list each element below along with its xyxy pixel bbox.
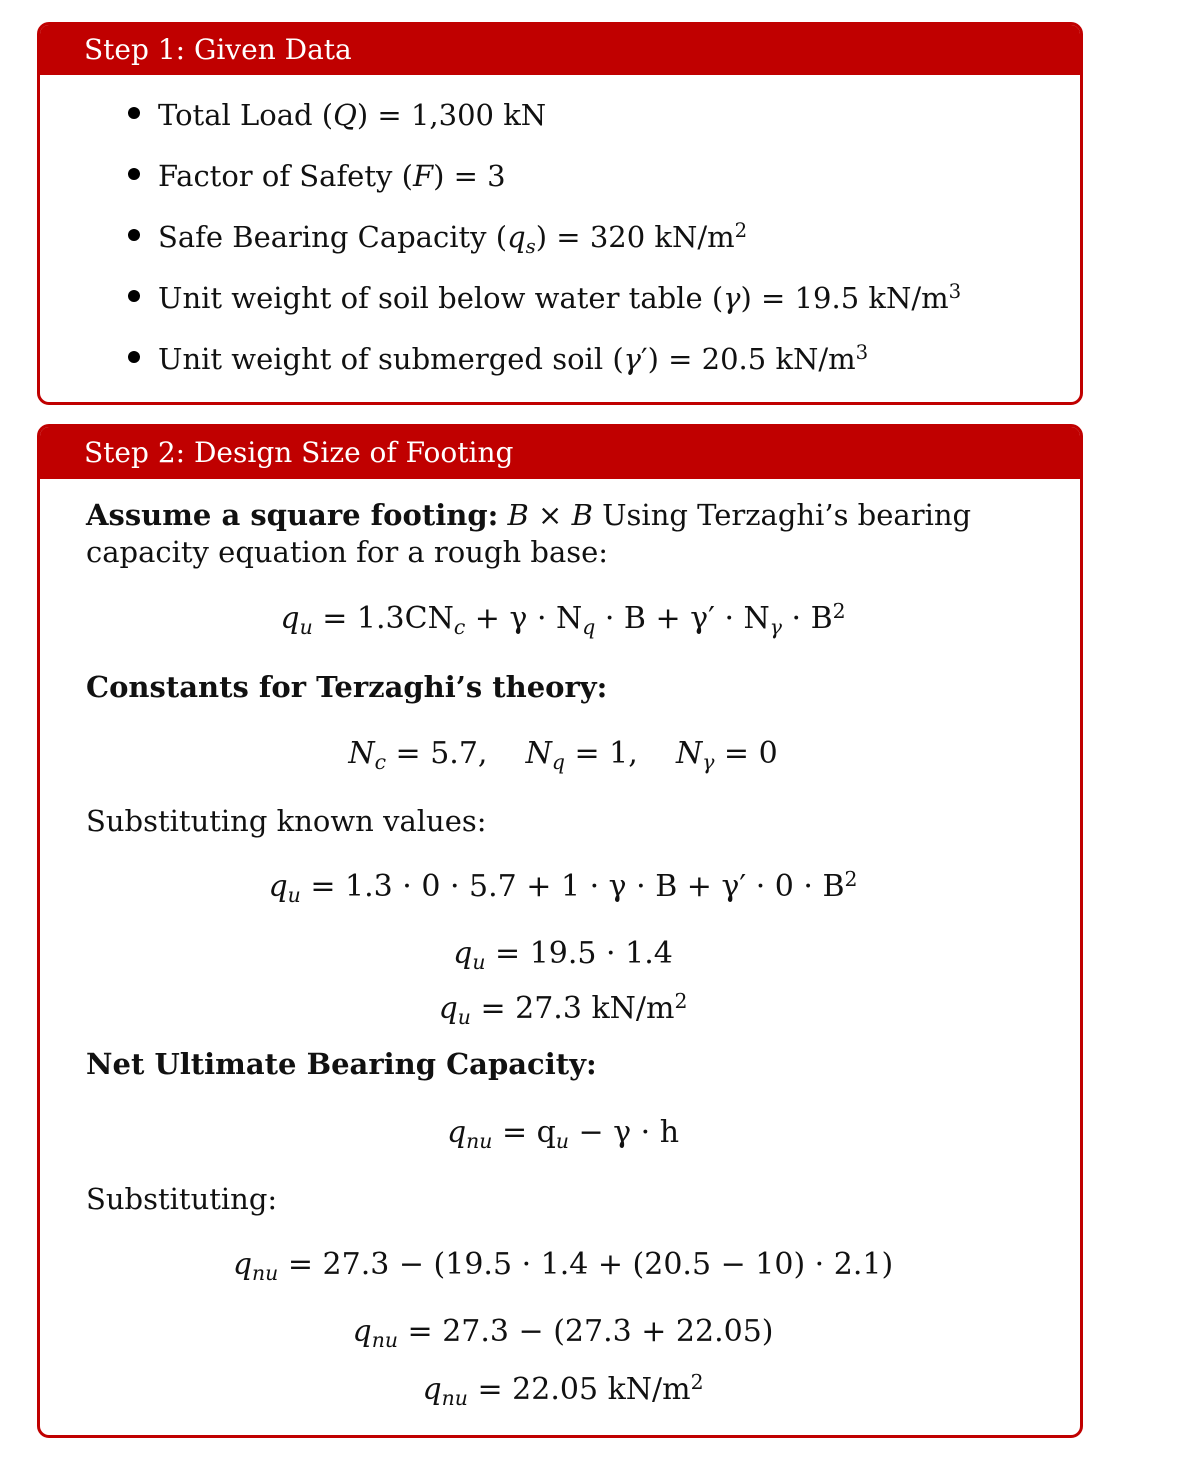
item-value: 20.5 kN/m xyxy=(701,342,856,376)
constants-heading: Constants for Terzaghi’s theory: xyxy=(86,670,608,704)
eq-subscript: u xyxy=(555,1129,569,1154)
given-item-safe-bearing-capacity: Safe Bearing Capacity ( q s ) = 320 kN/m 2 xyxy=(128,220,747,254)
net-capacity-equation xyxy=(40,1115,1083,1154)
net-simplified-equation xyxy=(40,1314,1083,1353)
step2-title: Step 2: Design Size of Footing xyxy=(84,436,514,469)
item-value: 3 xyxy=(487,159,506,193)
assume-expression: B × B xyxy=(507,498,593,532)
eq-subscript: q xyxy=(582,615,596,640)
bullet-icon xyxy=(128,168,140,180)
eq-superscript: 2 xyxy=(674,988,688,1013)
assume-text: Using Terzaghi’s bearing capacity equation for a rough base: xyxy=(86,498,972,569)
net-result-equation xyxy=(40,1369,1083,1411)
nc-value: = 5.7, xyxy=(386,736,488,771)
substituted-equation xyxy=(40,866,1083,908)
eq-lhs: q xyxy=(422,1372,442,1407)
nc-subscript: c xyxy=(374,750,386,775)
step2-box xyxy=(37,424,1083,1438)
eq-lhs-subscript: u xyxy=(299,615,313,640)
nc-symbol: N xyxy=(348,736,375,771)
eq-lhs: q xyxy=(280,601,300,636)
bullet-icon xyxy=(128,290,140,302)
item-symbol-subscript: s xyxy=(525,234,536,258)
item-unit-exponent: 3 xyxy=(855,341,869,365)
eq-term: · B + γ′ · N xyxy=(595,601,770,636)
item-unit-exponent: 3 xyxy=(948,280,962,304)
assume-heading: Assume a square footing: xyxy=(86,498,499,532)
eq-term: − γ · h xyxy=(568,1115,680,1150)
eq-subscript: γ xyxy=(769,615,782,640)
eq-lhs: q xyxy=(446,1115,467,1150)
item-value: 320 kN/m xyxy=(589,220,735,254)
item-symbol-prime: ′ xyxy=(641,342,648,376)
eq-lhs: q xyxy=(268,869,288,904)
item-symbol: Q xyxy=(333,98,357,132)
ngamma-value: = 0 xyxy=(714,736,778,771)
eq-superscript: 2 xyxy=(832,598,846,623)
eq-lhs-subscript: nu xyxy=(252,1261,279,1286)
substituting-text: Substituting: xyxy=(86,1182,278,1216)
step1-box xyxy=(37,22,1083,405)
bullet-icon xyxy=(128,351,140,363)
item-label: Total Load xyxy=(158,98,313,132)
item-value: 19.5 kN/m xyxy=(794,281,949,315)
item-label: Unit weight of soil below water table xyxy=(158,281,703,315)
given-item-total-load: Total Load ( Q ) = 1,300 kN xyxy=(128,98,546,132)
ngamma-symbol: N xyxy=(675,736,703,771)
nq-subscript: q xyxy=(551,750,565,775)
qu-result-equation xyxy=(40,988,1083,1030)
item-label: Factor of Safety xyxy=(158,159,393,193)
eq-superscript: 2 xyxy=(844,866,858,891)
item-unit-exponent: 2 xyxy=(734,219,748,243)
given-item-factor-of-safety: Factor of Safety ( F ) = 3 xyxy=(128,159,506,193)
eq-rhs: = 27.3 − (27.3 + 22.05) xyxy=(397,1314,774,1349)
eq-superscript: 2 xyxy=(690,1369,704,1394)
step2-header xyxy=(40,427,1080,479)
nq-symbol: N xyxy=(525,736,552,771)
eq-lhs: q xyxy=(352,1314,372,1349)
item-symbol: q xyxy=(507,220,526,254)
eq-rhs: = 22.05 kN/m xyxy=(467,1372,691,1407)
eq-rhs: = 27.3 − (19.5 · 1.4 + (20.5 − 10) · 2.1) xyxy=(278,1247,894,1282)
eq-subscript: c xyxy=(453,615,466,640)
net-capacity-heading: Net Ultimate Bearing Capacity: xyxy=(86,1047,597,1081)
step1-title: Step 1: Given Data xyxy=(84,33,352,66)
item-label: Safe Bearing Capacity xyxy=(158,220,487,254)
eq-lhs: q xyxy=(438,991,458,1026)
eq-lhs: q xyxy=(232,1247,253,1282)
item-symbol: F xyxy=(412,159,434,193)
eq-term: = 1.3CN xyxy=(312,601,454,636)
eq-lhs-subscript: u xyxy=(457,1005,471,1030)
eq-lhs-subscript: u xyxy=(472,950,486,975)
eq-lhs-subscript: nu xyxy=(441,1386,468,1411)
eq-lhs: q xyxy=(453,936,473,971)
eq-lhs-subscript: nu xyxy=(466,1129,493,1154)
constants-equation xyxy=(40,736,1083,775)
net-substituted-equation xyxy=(40,1247,1083,1286)
ngamma-subscript: γ xyxy=(702,750,715,775)
item-value: 1,300 kN xyxy=(410,98,547,132)
eq-lhs-subscript: nu xyxy=(371,1328,398,1353)
qu-product-equation xyxy=(40,936,1083,975)
eq-term: = q xyxy=(492,1115,556,1150)
assume-paragraph xyxy=(86,497,1046,571)
nq-value: = 1, xyxy=(564,736,638,771)
given-item-unit-weight-soil: Unit weight of soil below water table ( γ ) = 19.5 kN/m 3 xyxy=(128,281,961,315)
eq-term: · B xyxy=(781,601,833,636)
eq-lhs-subscript: u xyxy=(287,883,301,908)
eq-rhs: = 27.3 kN/m xyxy=(470,991,675,1026)
terzaghi-equation xyxy=(40,598,1083,640)
eq-rhs: = 1.3 · 0 · 5.7 + 1 · γ · B + γ′ · 0 · B xyxy=(300,869,845,904)
item-symbol: γ xyxy=(723,281,741,315)
bullet-icon xyxy=(128,107,140,119)
substituting-known-text: Substituting known values: xyxy=(86,804,487,838)
item-symbol: γ xyxy=(623,342,641,376)
bullet-icon xyxy=(128,229,140,241)
item-label: Unit weight of submerged soil xyxy=(158,342,604,376)
eq-rhs: = 19.5 · 1.4 xyxy=(485,936,673,971)
step1-header xyxy=(40,25,1080,75)
given-item-unit-weight-submerged: Unit weight of submerged soil ( γ ′ ) = 20.5 kN/m 3 xyxy=(128,342,868,376)
eq-term: + γ · N xyxy=(465,601,583,636)
